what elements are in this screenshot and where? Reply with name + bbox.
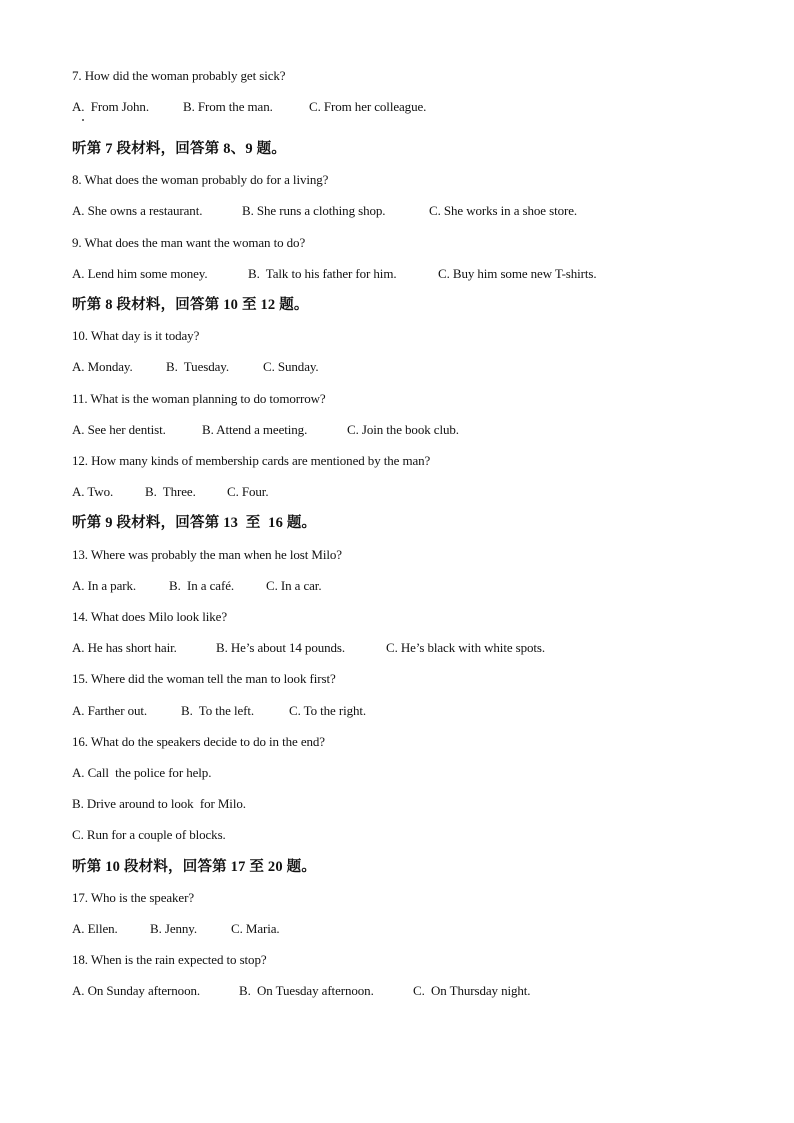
question-12-option-c: C. Four. [227, 484, 269, 499]
question-17-option-a: A. Ellen. [72, 921, 118, 936]
question-12-option-a: A. Two. [72, 484, 114, 499]
question-13-option-a: A. In a park. [72, 578, 137, 593]
section-heading-7: 听第 7 段材料，回答第 8、9 题。 [72, 141, 287, 157]
question-14-option-b: B. He’s about 14 pounds. [216, 640, 346, 655]
question-7-option-b: B. From the man. [183, 99, 273, 114]
question-11-option-c: C. Join the book club. [347, 422, 459, 437]
question-11: 11. What is the woman planning to do tomorrow? [72, 391, 326, 406]
question-9-option-c: C. Buy him some new T-shirts. [438, 266, 597, 281]
section-heading-8: 听第 8 段材料，回答第 10 至 12 题。 [72, 297, 309, 313]
question-17-option-b: B. Jenny. [150, 921, 198, 936]
question-9: 9. What does the man want the woman to do? [72, 235, 306, 250]
question-14: 14. What does Milo look like? [72, 609, 228, 624]
question-10-option-b: B. Tuesday. [166, 359, 229, 374]
stray-dot-mark [82, 119, 84, 121]
section-heading-9: 听第 9 段材料，回答第 13 至 16 题。 [72, 515, 317, 531]
question-13: 13. Where was probably the man when he lost Milo? [72, 547, 342, 562]
question-10-option-a: A. Monday. [72, 359, 133, 374]
question-16-option-b: B. Drive around to look for Milo. [72, 796, 246, 811]
question-7-option-c: C. From her colleague. [309, 99, 427, 114]
question-18-option-b: B. On Tuesday afternoon. [239, 983, 374, 998]
question-7-option-a: A. From John. [72, 99, 149, 114]
question-8-option-b: B. She runs a clothing shop. [242, 203, 386, 218]
question-15-option-a: A. Farther out. [72, 703, 148, 718]
question-15-option-b: B. To the left. [181, 703, 255, 718]
question-13-option-c: C. In a car. [266, 578, 322, 593]
question-18-option-a: A. On Sunday afternoon. [72, 983, 201, 998]
question-11-option-a: A. See her dentist. [72, 422, 166, 437]
question-16: 16. What do the speakers decide to do in the end? [72, 734, 325, 749]
question-14-option-c: C. He’s black with white spots. [386, 640, 546, 655]
question-10: 10. What day is it today? [72, 328, 200, 343]
question-15-option-c: C. To the right. [289, 703, 367, 718]
question-9-option-a: A. Lend him some money. [72, 266, 208, 281]
question-7: 7. How did the woman probably get sick? [72, 68, 286, 83]
question-12-option-b: B. Three. [145, 484, 196, 499]
question-14-option-a: A. He has short hair. [72, 640, 177, 655]
question-13-option-b: B. In a café. [169, 578, 235, 593]
question-11-option-b: B. Attend a meeting. [202, 422, 308, 437]
question-18: 18. When is the rain expected to stop? [72, 952, 267, 967]
question-8-option-a: A. She owns a restaurant. [72, 203, 203, 218]
question-15: 15. Where did the woman tell the man to look first? [72, 671, 336, 686]
question-17-option-c: C. Maria. [231, 921, 280, 936]
question-10-option-c: C. Sunday. [263, 359, 319, 374]
question-16-option-a: A. Call the police for help. [72, 765, 212, 780]
question-12: 12. How many kinds of membership cards are mentioned by the man? [72, 453, 431, 468]
question-8-option-c: C. She works in a shoe store. [429, 203, 578, 218]
question-17: 17. Who is the speaker? [72, 890, 195, 905]
question-9-option-b: B. Talk to his father for him. [248, 266, 397, 281]
question-16-option-c: C. Run for a couple of blocks. [72, 827, 226, 842]
question-18-option-c: C. On Thursday night. [413, 983, 531, 998]
question-8: 8. What does the woman probably do for a living? [72, 172, 329, 187]
section-heading-10: 听第 10 段材料，回答第 17 至 20 题。 [72, 859, 317, 875]
